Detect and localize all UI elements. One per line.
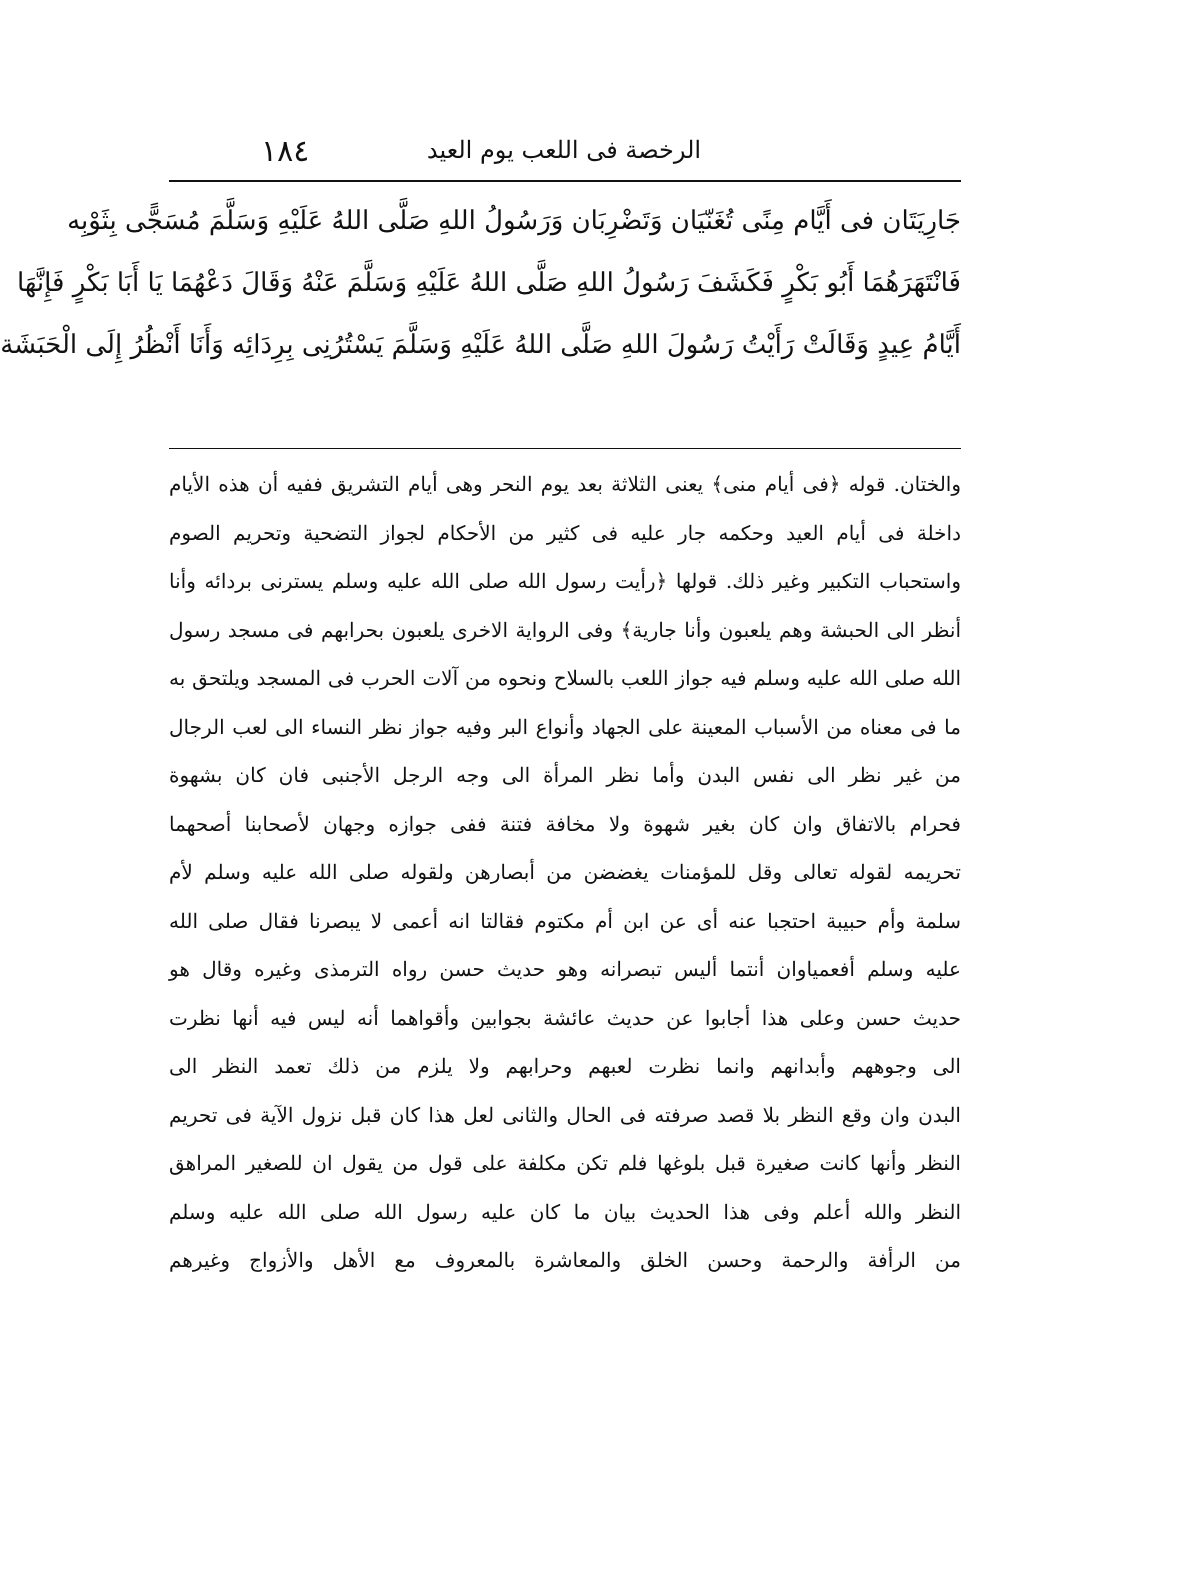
commentary-line: من الرأفة والرحمة وحسن الخلق والمعاشرة بالمعروف مع الأهل والأزواج وغيرهم	[169, 1248, 961, 1272]
commentary-line: أنظر الى الحبشة وهم يلعبون وأنا جارية﴾ وفى الرواية الاخرى يلعبون بحرابهم فى مسجد رسول	[169, 617, 961, 642]
commentary-line: عليه وسلم أفعمياوان أنتما أليس تبصرانه وهو حديث حسن رواه الترمذى وغيره وقال هو	[169, 957, 961, 981]
commentary-line: البدن وان وقع النظر بلا قصد صرفته فى الحال والثانى لعل هذا كان قبل نزول الآية فى تحريم	[169, 1102, 961, 1127]
commentary-line: فحرام بالاتفاق وان كان بغير شهوة ولا مخافة فتنة ففى جوازه وجهان لأصحابنا أصحهما	[169, 811, 961, 836]
section-separator	[169, 448, 961, 449]
hadith-line: أَيَّامُ عِيدٍ وَقَالَتْ رَأَيْتُ رَسُولَ اللهِ صَلَّى اللهُ عَلَيْهِ وَسَلَّمَ يَسْتُرُنِى بِرِدَائِه وَأَنَا أَنْظُرُ إِلَى الْحَبَشَة	[0, 330, 961, 360]
hadith-line: جَارِيَتَان فى أَيَّام مِنًى تُغَنّيَان وَتَضْرِبَان وَرَسُولُ اللهِ صَلَّى اللهُ عَلَيْهِ وَسَلَّمَ مُسَجًّى بِثَوْبِه	[67, 206, 961, 236]
commentary-line: الله صلى الله عليه وسلم فيه جواز اللعب بالسلاح ونحوه من آلات الحرب فى المسجد ويلتحق به	[169, 666, 961, 690]
commentary-line: تحريمه لقوله تعالى وقل للمؤمنات يغضضن من أبصارهن ولقوله صلى الله عليه وسلم لأم	[169, 860, 962, 884]
commentary-line: حديث حسن وعلى هذا أجابوا عن حديث عائشة بجوابين وأقواهما أنه ليس فيه أنها نظرت	[169, 1005, 961, 1030]
commentary-line: داخلة فى أيام العيد وحكمه جار عليه فى كثير من الأحكام لجواز التضحية وتحريم الصوم	[169, 520, 961, 545]
commentary-line: ما فى معناه من الأسباب المعينة على الجهاد وأنواع البر وفيه جواز نظر النساء الى لعب الرجال	[169, 714, 961, 739]
hadith-line: فَانْتَهَرَهُمَا أَبُو بَكْرٍ فَكَشَفَ رَسُولُ اللهِ صَلَّى اللهُ عَلَيْهِ وَسَلَّمَ عَنْهُ وَقَالَ دَعْهُمَا يَا أَبَا بَكْرٍ فَإِنَّهَا	[16, 268, 961, 298]
commentary-line: سلمة وأم حبيبة احتجبا عنه أى عن ابن أم مكتوم فقالتا انه أعمى لا يبصرنا فقال صلى الله	[169, 908, 961, 933]
commentary-line: من غير نظر الى نفس البدن وأما نظر المرأة الى وجه الرجل الأجنبى فان كان بشهوة	[169, 763, 961, 787]
commentary-line: الى وجوههم وأبدانهم وانما نظرت لعبهم وحرابهم ولا يلزم من ذلك تعمد النظر الى	[169, 1054, 961, 1078]
header-rule	[169, 180, 961, 182]
commentary-line: النظر وأنها كانت صغيرة قبل بلوغها فلم تكن مكلفة على قول من يقول ان للصغير المراهق	[169, 1151, 961, 1175]
running-title: الرخصة فى اللعب يوم العيد	[426, 136, 702, 164]
commentary-line: والختان. قوله ﴿فى أيام منى﴾ يعنى الثلاثة بعد يوم النحر وهى أيام التشريق ففيه أن هذه الأيام	[169, 472, 961, 496]
hadith-text	[0, 190, 961, 376]
commentary-line: واستحباب التكبير وغير ذلك. قولها ﴿رأيت رسول الله صلى الله عليه وسلم يسترنى بردائه وأنا	[169, 569, 961, 593]
commentary-line: النظر والله أعلم وفى هذا الحديث بيان ما كان عليه رسول الله صلى الله عليه وسلم	[169, 1199, 961, 1224]
page-number: ١٨٤	[261, 134, 310, 169]
page-header	[169, 128, 959, 180]
commentary-text	[169, 460, 961, 1285]
